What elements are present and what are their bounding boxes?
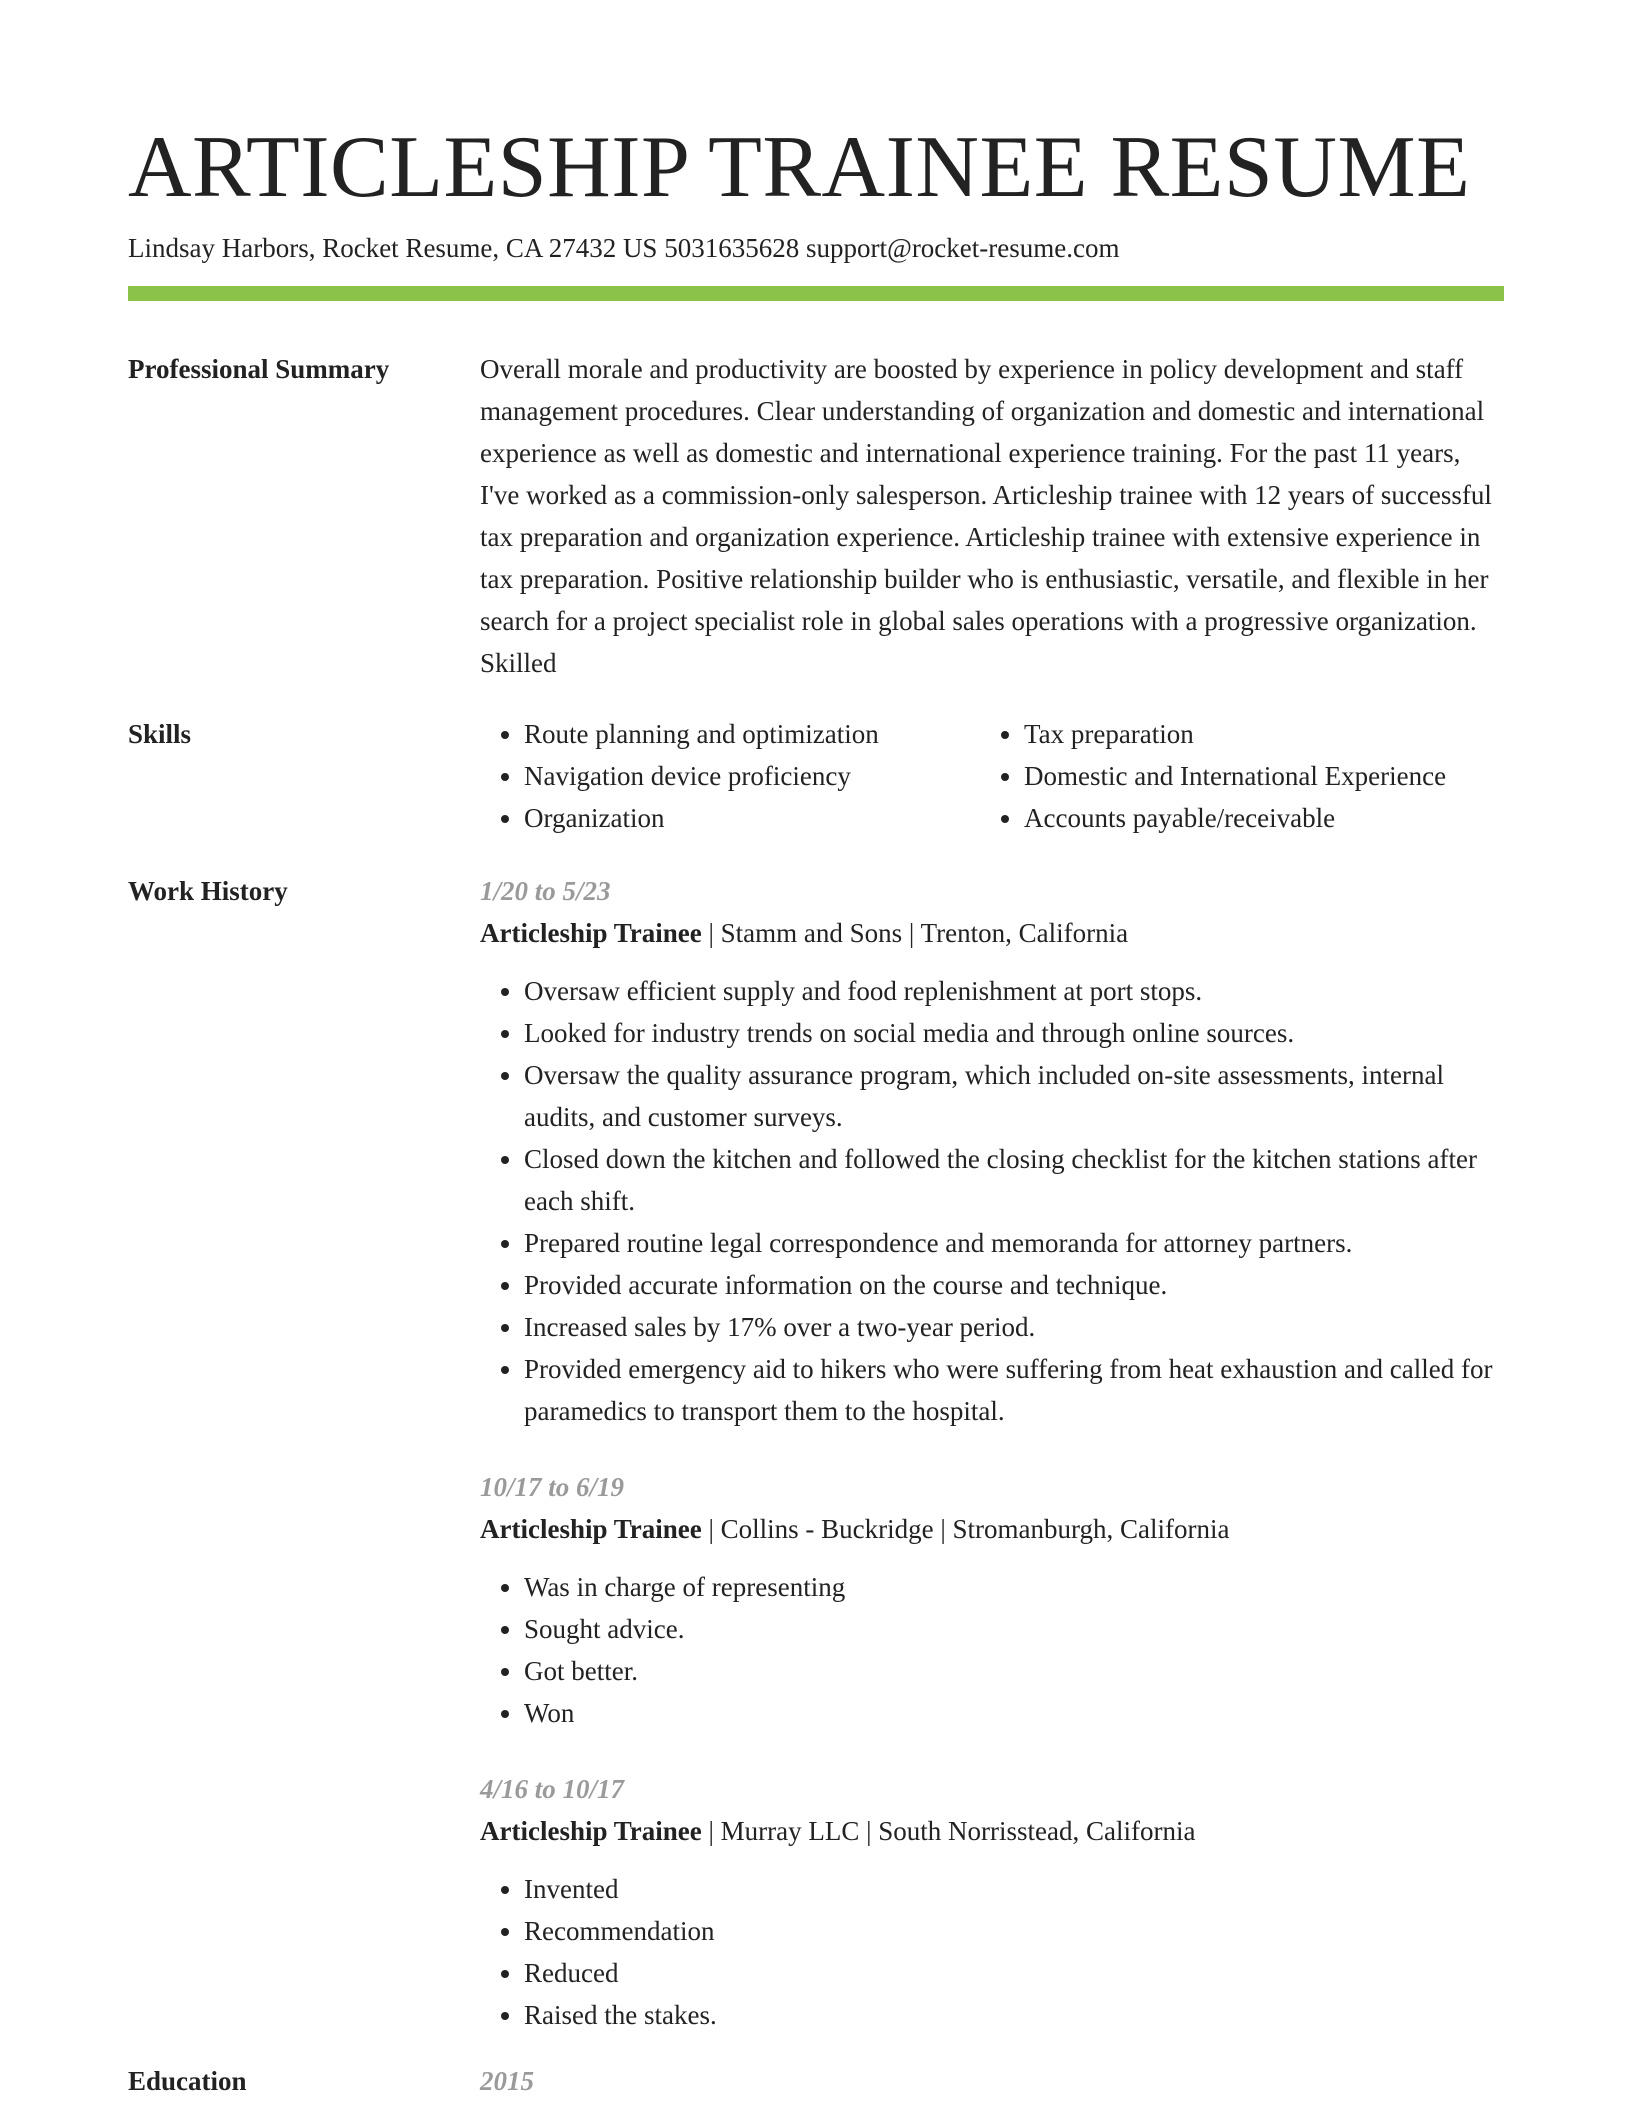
job-heading — [480, 1508, 1504, 1550]
skills-list-left — [480, 713, 879, 839]
job-bullet: • Raised the stakes. — [524, 1994, 1504, 2036]
job-title: Articleship Trainee — [480, 918, 702, 948]
work-history-label: Work History — [128, 876, 288, 906]
job-dates: 10/17 to 6/19 — [480, 1472, 625, 1502]
skill-item: • Route planning and optimization — [524, 713, 879, 755]
work-history-section — [480, 870, 1504, 2070]
summary-text: Overall morale and productivity are boosted by experience in policy development and staff management procedures. Clear understanding of organization and domestic and international experience as well as domestic and international experience training. For the past 11 years, I've worked as a commission-only salesperson. Articleship trainee with 12 years of successful tax preparation and organization experience. Articleship trainee with extensive experience in tax preparation. Positive relationship builder who is enthusiastic, versatile, and flexible in her search for a project specialist role in global sales operations with a progressive organization. Skilled — [480, 354, 1492, 678]
skill-item: • Navigation device proficiency — [524, 755, 879, 797]
skill-item: • Domestic and International Experience — [1024, 755, 1446, 797]
job-bullet: • Recommendation — [524, 1910, 1504, 1952]
summary-label: Professional Summary — [128, 354, 390, 384]
job-bullet: • Provided emergency aid to hikers who were suffering from heat exhaustion and called for paramedics to transport them to the hospital. — [524, 1348, 1504, 1432]
job-dates: 1/20 to 5/23 — [480, 876, 611, 906]
skills-list-right — [980, 713, 1446, 839]
job-bullet: • Looked for industry trends on social media and through online sources. — [524, 1012, 1504, 1054]
skill-item: • Tax preparation — [1024, 713, 1446, 755]
job-bullet: • Invented — [524, 1868, 1504, 1910]
job-employer-location: | Stamm and Sons | Trenton, California — [701, 918, 1129, 948]
job-bullet: • Oversaw the quality assurance program, which included on-site assessments, internal audits, and customer surveys. — [524, 1054, 1504, 1138]
job-entry — [480, 870, 1504, 1432]
job-bullet: • Sought advice. — [524, 1608, 1504, 1650]
job-bullet: • Won — [524, 1692, 1504, 1734]
job-bullets — [480, 1868, 1504, 2036]
education-section — [480, 2060, 1504, 2102]
skill-item: • Accounts payable/receivable — [1024, 797, 1446, 839]
job-dates: 4/16 to 10/17 — [480, 1774, 625, 1804]
skills-label: Skills — [128, 719, 192, 749]
header-accent-rule — [128, 286, 1504, 301]
job-entry — [480, 1768, 1504, 2036]
education-label: Education — [128, 2066, 247, 2096]
summary-section — [480, 348, 1504, 684]
job-bullet: • Provided accurate information on the course and technique. — [524, 1264, 1504, 1306]
skills-section — [480, 713, 1504, 843]
job-title: Articleship Trainee — [480, 1816, 702, 1846]
job-bullet: • Got better. — [524, 1650, 1504, 1692]
job-entry — [480, 1466, 1504, 1734]
contact-line: Lindsay Harbors, Rocket Resume, CA 27432 US 5031635628 support@rocket-resume.com — [128, 233, 1120, 263]
education-dates: 2015 — [480, 2066, 534, 2096]
job-bullet: • Prepared routine legal correspondence and memoranda for attorney partners. — [524, 1222, 1504, 1264]
resume-title: ARTICLESHIP TRAINEE RESUME — [128, 119, 1471, 216]
job-heading — [480, 912, 1504, 954]
job-bullet: • Was in charge of representing — [524, 1566, 1504, 1608]
job-bullets — [480, 970, 1504, 1432]
job-heading — [480, 1810, 1504, 1852]
job-title: Articleship Trainee — [480, 1514, 702, 1544]
job-bullets — [480, 1566, 1504, 1734]
job-bullet: • Oversaw efficient supply and food replenishment at port stops. — [524, 970, 1504, 1012]
job-bullet: • Increased sales by 17% over a two-year period. — [524, 1306, 1504, 1348]
job-employer-location: | Collins - Buckridge | Stromanburgh, California — [701, 1514, 1230, 1544]
job-employer-location: | Murray LLC | South Norrisstead, California — [701, 1816, 1196, 1846]
job-bullet: • Closed down the kitchen and followed the closing checklist for the kitchen stations after each shift. — [524, 1138, 1504, 1222]
job-bullet: • Reduced — [524, 1952, 1504, 1994]
skill-item: • Organization — [524, 797, 879, 839]
